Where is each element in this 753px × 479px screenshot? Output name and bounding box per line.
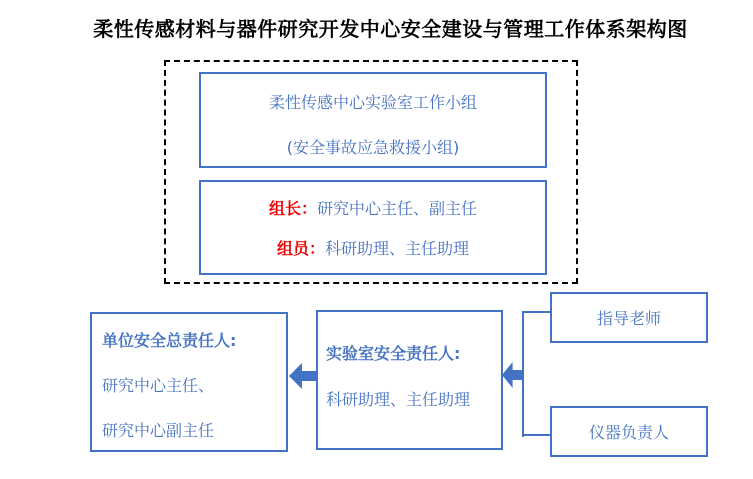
member-value: 科研助理、主任助理 (325, 239, 470, 258)
team-box-line1: 柔性传感中心实验室工作小组 (268, 93, 477, 112)
team-box-line2: (安全事故应急救援小组) (286, 138, 460, 157)
diagram-title: 柔性传感材料与器件研究开发中心安全建设与管理工作体系架构图 (93, 17, 688, 41)
arrow-bracket-to-lab-icon (502, 362, 524, 388)
roles-member-row (201, 229, 545, 269)
arrow-lab-to-unit-icon (289, 363, 316, 389)
teacher-box (550, 292, 708, 343)
lab-safety-box (316, 310, 503, 450)
bracket-stub-top (522, 311, 550, 313)
work-group-team-box (199, 72, 547, 168)
leader-label: 组长： (268, 199, 317, 218)
roles-leader-row (201, 189, 545, 229)
bracket-stub-bottom (522, 434, 550, 436)
leader-value: 研究中心主任、副主任 (317, 199, 478, 218)
unit-safety-heading: 单位安全总责任人: (102, 331, 237, 350)
unit-safety-box (90, 312, 288, 452)
work-group-roles-box (199, 180, 547, 275)
lab-safety-heading: 实验室安全责任人: (326, 344, 461, 363)
unit-safety-line2: 研究中心副主任 (102, 421, 215, 440)
instrument-label: 仪器负责人 (588, 423, 669, 442)
teacher-label: 指导老师 (596, 309, 661, 328)
member-label: 组员： (276, 239, 325, 258)
instrument-box (550, 406, 708, 457)
unit-safety-line1: 研究中心主任、 (102, 376, 215, 395)
lab-safety-line1: 科研助理、主任助理 (326, 390, 471, 409)
